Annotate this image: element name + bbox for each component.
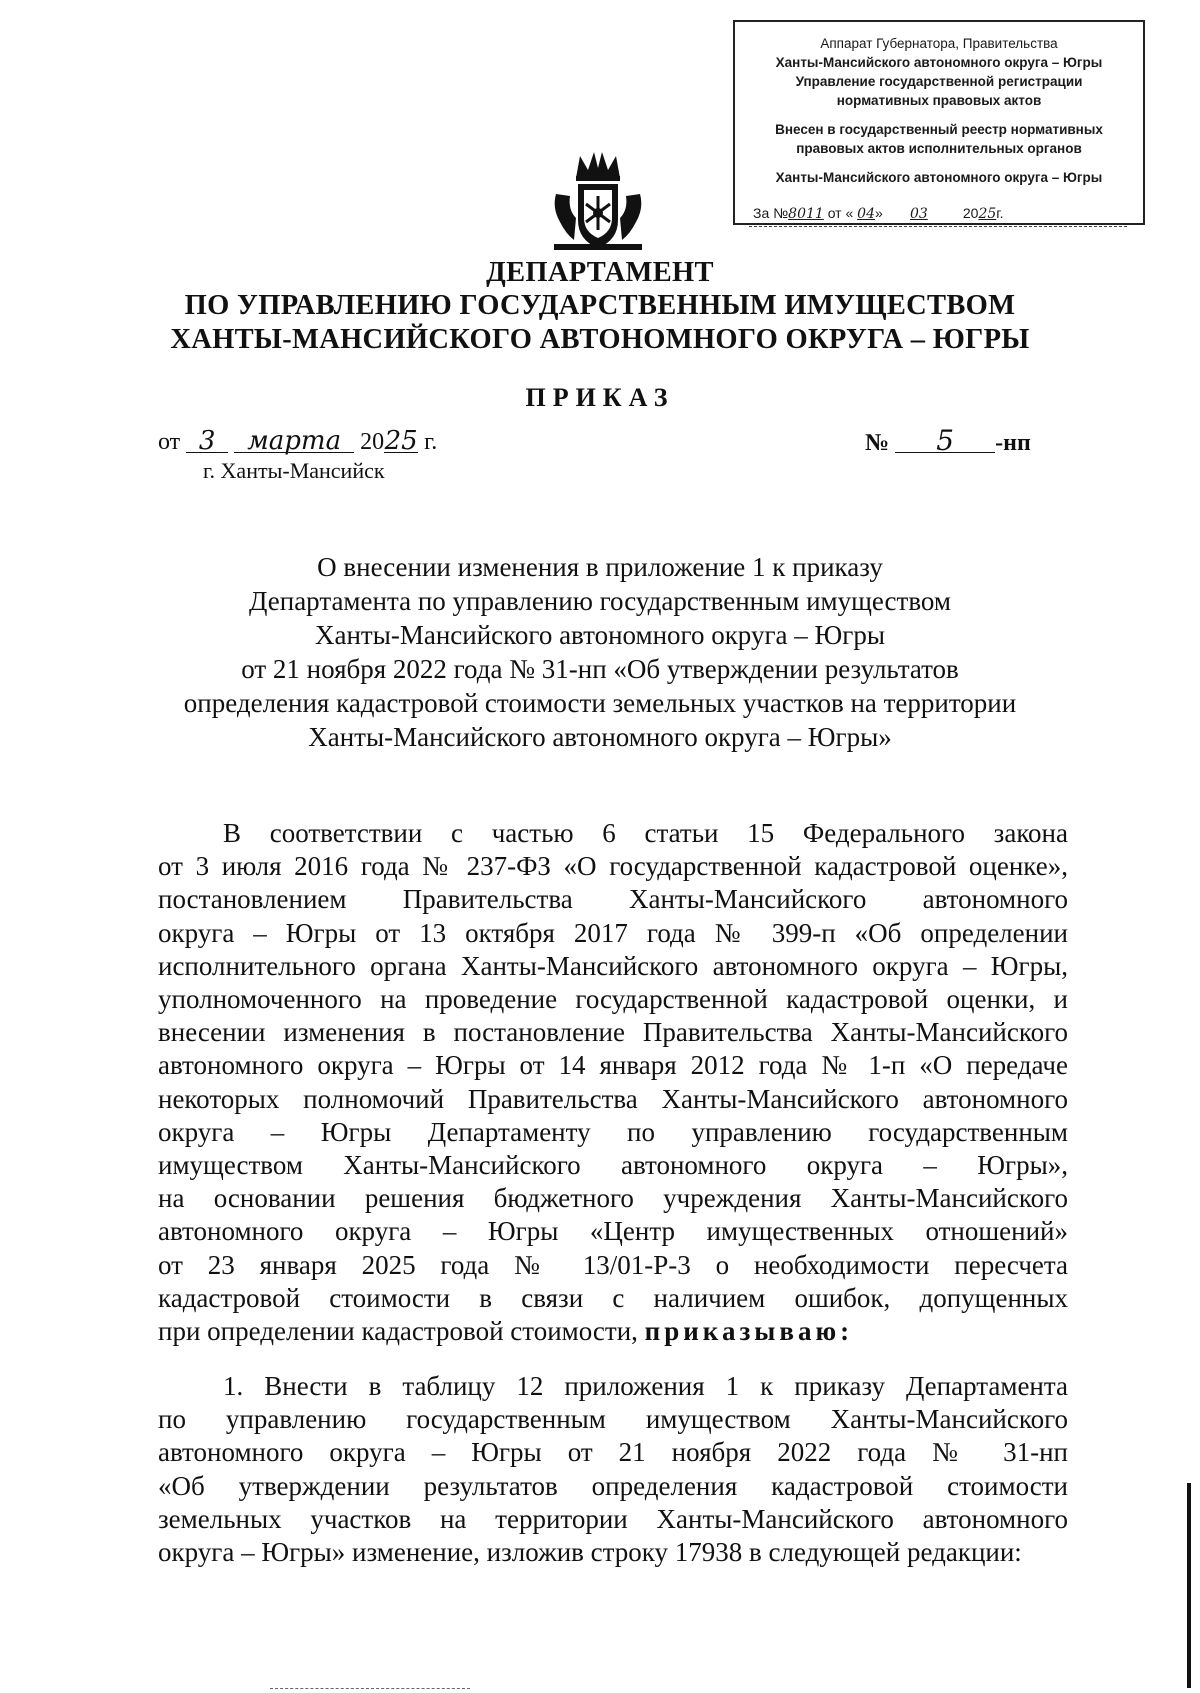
body-line: округа – Югры Департаменту по управлению государственным (158, 1116, 1068, 1147)
subject-line: Ханты-Мансийского автономного округа – Югры» (308, 722, 892, 752)
stamp-reg-year: 25 (978, 206, 997, 222)
coat-of-arms-icon (548, 148, 648, 256)
subject-line: Департамента по управлению государственным имуществом (249, 586, 951, 616)
order-date-day: 3 (186, 430, 228, 453)
order-date (158, 426, 438, 456)
body-line: по управлению государственным имуществом Ханты-Мансийского (158, 1404, 1068, 1435)
scan-margin-mark (1187, 1483, 1191, 1688)
order-number-suffix: -нп (995, 430, 1031, 456)
order-date-month: марта (234, 430, 354, 453)
stamp-reg-suffix: г. (996, 205, 1004, 221)
body-line: некоторых полномочий Правительства Ханты-Мансийского автономного (158, 1083, 1068, 1114)
stamp-reg-year-prefix: 20 (962, 205, 979, 221)
stamp-line: Ханты-Мансийского автономного округа – Югры (775, 170, 1103, 185)
body-line: округа – Югры» изменение, изложив строку 17938 в следующей редакции: (158, 1537, 1022, 1568)
order-subject (140, 550, 1060, 754)
order-title: ПРИКАЗ (525, 383, 675, 412)
body-line: внесении изменения в постановление Правительства Ханты-Мансийского (158, 1017, 1068, 1048)
body-line: постановлением Правительства Ханты-Мансийского автономного (158, 884, 1068, 915)
body-line: земельных участков на территории Ханты-Мансийского автономного (158, 1503, 1068, 1534)
subject-line: от 21 ноября 2022 года № 31-нп «Об утверждении результатов (241, 654, 959, 684)
order-date-from: от (158, 429, 181, 455)
order-number (865, 424, 1031, 457)
order-city: г. Ханты-Мансийск (203, 458, 385, 483)
body-line: от 3 июля 2016 года № 237-ФЗ «О государственной кадастровой оценке», (158, 851, 1068, 882)
stamp-reg-number: 8011 (788, 206, 824, 222)
order-verb: приказываю: (644, 1316, 854, 1347)
stamp-reg-prefix: За № (753, 205, 789, 221)
stamp-line: нормативных правовых актов (836, 93, 1042, 108)
body-line: кадастровой стоимости в связи с наличием ошибок, допущенных (158, 1282, 1068, 1313)
body-line: уполномоченного на проведение государственной кадастровой оценки, и (158, 984, 1068, 1015)
preamble-paragraph (158, 817, 1068, 1348)
item-1-paragraph (158, 1370, 1068, 1569)
stamp-registration-line (753, 204, 1133, 224)
subject-line: О внесении изменения в приложение 1 к приказу (317, 552, 883, 582)
stamp-line: Ханты-Мансийского автономного округа – Югры (775, 55, 1103, 70)
scan-bottom-mark (270, 1688, 470, 1689)
stamp-reg-month: 03 (910, 206, 928, 222)
stamp-line: Внесен в государственный реестр нормативных (775, 122, 1103, 137)
body-line: округа – Югры от 13 октября 2017 года № 399-п «Об определении (158, 917, 1068, 948)
stamp-reg-day: 04 (857, 206, 875, 222)
body-line: автономного округа – Югры от 14 января 2012 года № 1-п «О передаче (158, 1050, 1068, 1081)
order-date-suffix: г. (424, 429, 438, 455)
order-date-year: 25 (384, 426, 418, 456)
stamp-reg-mid: » (874, 205, 883, 221)
body-line: автономного округа – Югры «Центр имущественных отношений» (158, 1216, 1068, 1247)
body-line: на основании решения бюджетного учреждения Ханты-Мансийского (158, 1183, 1068, 1214)
body-line: В соответствии с частью 6 статьи 15 Федерального закона (223, 818, 1068, 848)
department-heading: ДЕПАРТАМЕНТ (486, 257, 714, 288)
body-line: «Об утверждении результатов определения кадастровой стоимости (158, 1470, 1068, 1501)
stamp-reg-from: от « (827, 205, 854, 221)
department-heading: ХАНТЫ-МАНСИЙСКОГО АВТОНОМНОГО ОКРУГА – ЮГРЫ (170, 324, 1030, 355)
stamp-line: Аппарат Губернатора, Правительства (820, 36, 1058, 51)
registration-stamp (733, 20, 1145, 225)
body-line: 1. Внести в таблицу 12 приложения 1 к приказу Департамента (223, 1371, 1068, 1401)
body-line: от 23 января 2025 года № 13/01-Р-3 о необходимости пересчета (158, 1249, 1068, 1280)
body-line: имуществом Ханты-Мансийского автономного округа – Югры», (158, 1150, 1068, 1181)
body-line: автономного округа – Югры от 21 ноября 2022 года № 31-нп (158, 1437, 1068, 1468)
body-line-text: при определении кадастровой стоимости, (158, 1316, 638, 1347)
order-date-year-prefix: 20 (360, 429, 385, 455)
subject-line: определения кадастровой стоимости земельных участков на территории (183, 688, 1017, 718)
order-number-value: 5 (895, 430, 995, 453)
stamp-line: правовых актов исполнительных органов (796, 141, 1082, 156)
subject-line: Ханты-Мансийского автономного округа – Югры (315, 620, 885, 650)
order-number-label: № (865, 430, 890, 456)
department-heading: ПО УПРАВЛЕНИЮ ГОСУДАРСТВЕННЫМ ИМУЩЕСТВОМ (184, 290, 1016, 321)
body-line (158, 1315, 1068, 1348)
body-line: исполнительного органа Ханты-Мансийского автономного округа – Югры, (158, 950, 1068, 981)
stamp-line: Управление государственной регистрации (795, 74, 1083, 89)
